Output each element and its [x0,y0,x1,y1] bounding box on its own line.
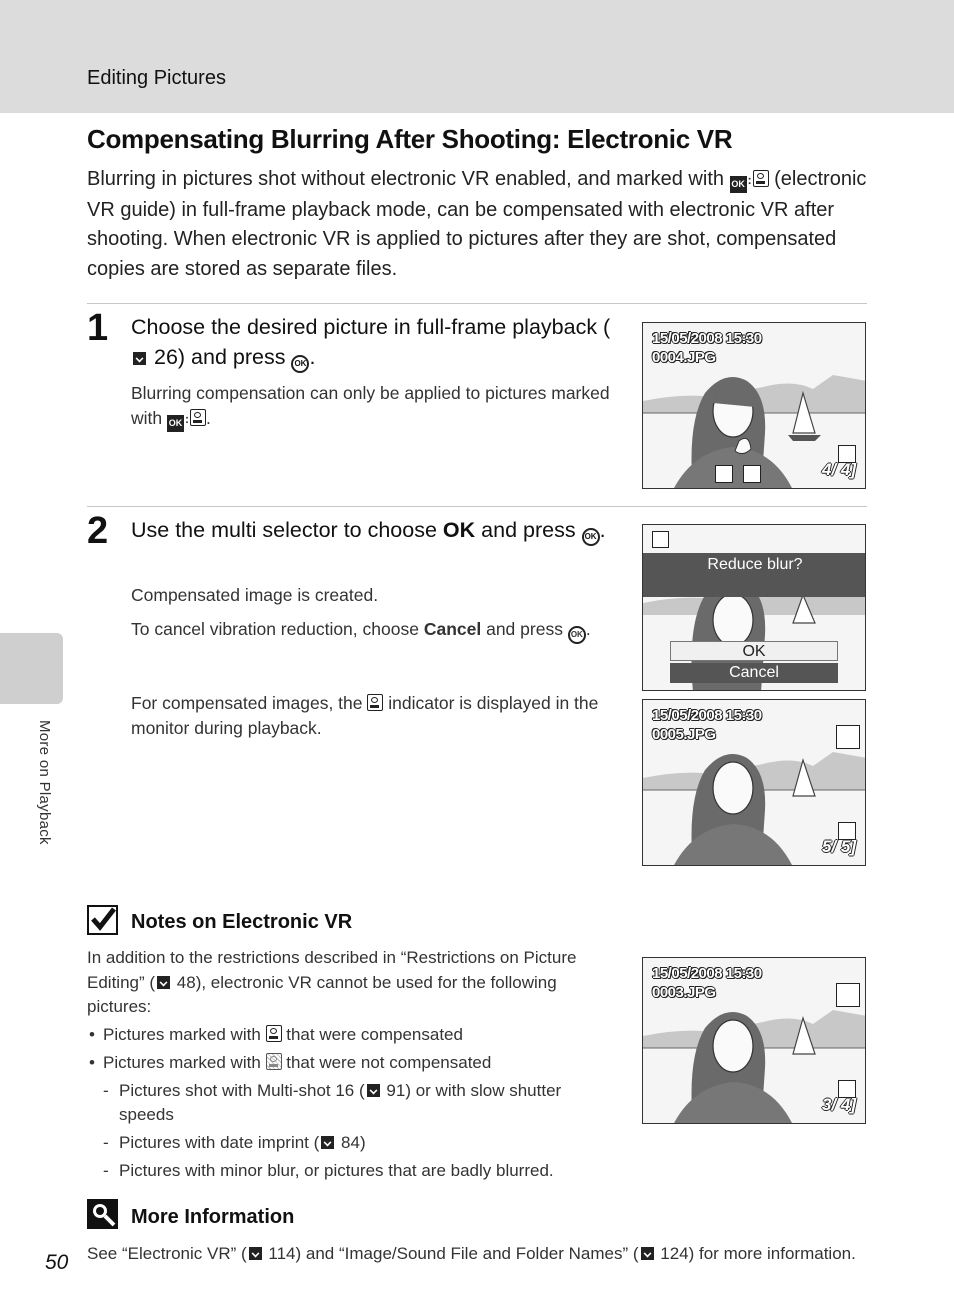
sub2-ref: 84 [341,1133,360,1152]
ok-button-icon: OK [568,626,586,644]
step1-body-text: Blurring compensation can only be applied to pictures marked with [131,383,610,428]
sub1-text-a: Pictures shot with Multi-shot 16 ( [119,1081,365,1100]
checkmark-note-icon [87,905,118,935]
bullet2-text-b: that were not compensated [286,1053,492,1072]
electronic-vr-indicator-icon [836,725,860,749]
step2-divider [87,506,867,507]
more-info-text-b: ) and “Image/Sound File and Folder Names” ( [295,1244,639,1263]
step2-number: 2 [87,510,109,552]
more-info-body [87,1242,856,1266]
ok-mark-icon: OK [730,176,747,193]
page-number: 50 [45,1251,69,1274]
page-ref-icon [367,1084,380,1097]
sub2-text-b: ) [359,1133,366,1152]
notes-heading: Notes on Electronic VR [131,911,353,933]
step2-p2-b: and press [486,619,563,639]
step2-p2: To cancel vibration reduction, choose Cancel and press OK . [131,617,611,644]
notes-body-b: ), electronic VR cannot be used for the following pictures: [87,972,557,1016]
playback-screen-4 [642,322,866,489]
electronic-vr-icon [367,694,383,711]
vr-not-compensated-indicator-icon [836,983,860,1007]
step1-heading-b: ) and press [177,345,286,369]
notes-body [87,946,617,1020]
page-ref-icon [133,352,146,365]
sub3-text: Pictures with minor blur, or pictures that are badly blurred. [119,1161,554,1180]
page-ref-icon [641,1247,654,1260]
section-label: Editing Pictures [87,67,226,89]
page-title: Compensating Blurring After Shooting: Electronic VR [87,124,733,154]
step1-divider [87,303,867,304]
colon-glyph: : [747,173,752,187]
page-ref-icon [249,1247,262,1260]
step2-p1: Compensated image is created. [131,585,379,605]
more-info-ref2: 124 [660,1244,689,1263]
step2-p3-a: For compensated images, the [131,693,363,713]
header-band [0,0,954,113]
sub2-text-a: Pictures with date imprint ( [119,1133,320,1152]
osd-count: 5/ 5] [821,837,856,856]
osd-filename: 0003.JPG [652,984,716,1001]
electronic-vr-icon [190,409,206,426]
dialog-prompt: Reduce blur? [707,556,803,573]
page-ref-icon [321,1136,334,1149]
more-info-heading: More Information [131,1206,295,1228]
step2-p3-b: indicator is displayed in the monitor during playback. [131,693,599,738]
step1-body: Blurring compensation can only be applied to pictures marked with OK : . [131,381,611,432]
notes-body-a: In addition to the restrictions described in “Restrictions on Picture Editing” ( [87,948,577,992]
step2-heading: Use the multi selector to choose OK and press OK . [131,515,621,546]
bullet2-text-a: Pictures marked with [103,1053,261,1072]
chapter-side-tab [0,633,63,704]
osd-datetime: 15/05/2008 15:30 [652,330,762,347]
step1-number: 1 [87,307,109,349]
vr-guide-icon [652,531,669,548]
dialog-band [643,553,866,597]
more-info-text-c: ) for more information. [688,1244,856,1263]
bullet1-text-b: that were compensated [286,1025,463,1044]
vr-guide-icon [743,465,761,483]
step1-heading-a: Choose the desired picture in full-frame playback ( [131,315,611,339]
notes-body-ref: 48 [176,972,196,992]
ok-vr-guide-icon [715,465,733,483]
step1-heading-ref: 26 [153,345,178,369]
chapter-side-label: More on Playback [36,720,53,845]
osd-filename: 0004.JPG [652,349,716,366]
playback-screen-3 [642,957,866,1124]
electronic-vr-icon [266,1025,282,1042]
intro-text-b: (electronic VR guide) in full-frame playback mode, can be compensated with electronic VR after shooting. When electronic VR is applied to pictures after they are shot, compensated copies are stored as separate files. [87,168,867,280]
osd-count: 3/ 4] [821,1095,856,1114]
bullet1-text-a: Pictures marked with [103,1025,261,1044]
ok-button-icon: OK [582,528,600,546]
step2-p3 [131,691,611,741]
page-ref-icon [157,976,170,989]
magnifier-info-icon [87,1199,118,1229]
sub1-ref: 91 [386,1081,406,1100]
ok-mark-icon: OK [167,415,184,432]
vr-not-compensated-icon [266,1053,282,1070]
osd-datetime: 15/05/2008 15:30 [652,707,762,724]
reduce-blur-dialog-screen [642,524,866,691]
step2-heading-b: and press [481,518,576,542]
step2-p2-bold: Cancel [423,619,482,639]
osd-filename: 0005.JPG [652,726,716,743]
more-info-ref1: 114 [268,1244,296,1263]
ok-button-icon: OK [291,355,309,373]
playback-screen-5 [642,699,866,866]
step2-p2-a: To cancel vibration reduction, choose [131,619,419,639]
electronic-vr-icon [753,170,769,187]
intro-paragraph [87,165,867,284]
colon-glyph: : [185,412,189,426]
menu-option-cancel[interactable]: Cancel [670,663,838,683]
menu-option-ok[interactable]: OK [670,641,838,661]
intro-text-a: Blurring in pictures shot without electronic VR enabled, and marked with [87,168,724,190]
osd-count: 4/ 4] [821,460,856,479]
step2-heading-a: Use the multi selector to choose [131,518,437,542]
step2-heading-ok: OK [442,518,476,542]
step1-heading: Choose the desired picture in full-frame playback ( 26) and press OK . [131,312,611,373]
osd-datetime: 15/05/2008 15:30 [652,965,762,982]
more-info-text-a: See “Electronic VR” ( [87,1244,247,1263]
sub1-text-b: ) or with slow shutter speeds [119,1081,562,1124]
